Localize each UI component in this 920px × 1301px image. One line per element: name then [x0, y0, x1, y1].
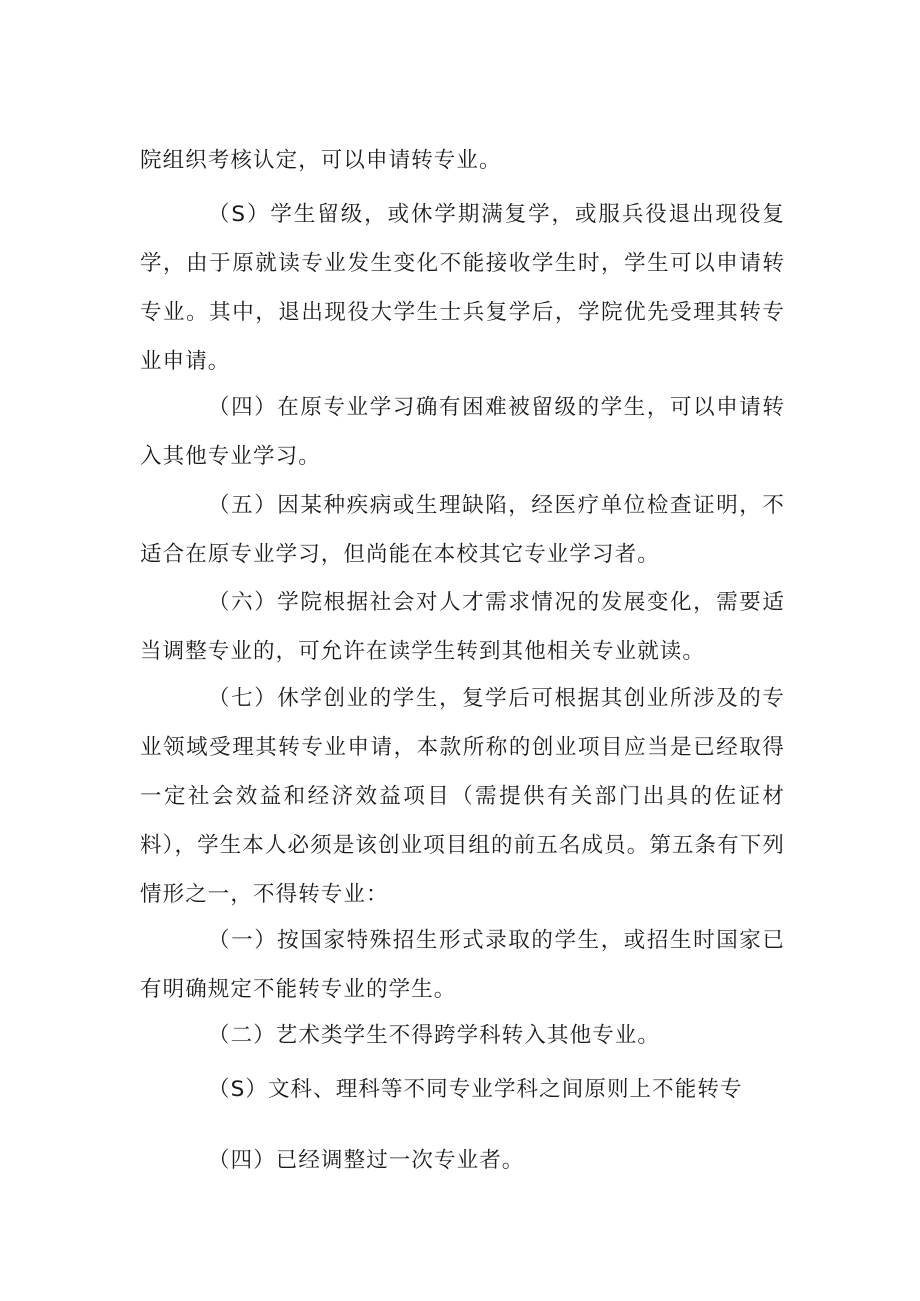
paragraph-restriction-3: （S）文科、理科等不同专业学科之间原则上不能转专	[208, 1077, 743, 1102]
paragraph-item-7-entrepreneurship: （七）休学创业的学生，复学后可根据其创业所涉及的专业领域受理其转专业申请，本款所称的创业项目应当是已经取得一定社会效益和经济效益项目（需提供有关部门出具的佐证材料），学生本人必须是该创业项目组的前五名成员。第五条有下列情形之一，不得转专业：	[140, 686, 785, 907]
paragraph-restriction-2: （二）艺术类学生不得跨学科转入其他专业。	[208, 1023, 661, 1048]
paragraph-item-6-adjustment: （六）学院根据社会对人才需求情况的发展变化，需要适当调整专业的，可允许在读学生转到其他相关专业就读。	[140, 590, 785, 664]
paragraph-item-5-illness: （五）因某种疾病或生理缺陷，经医疗单位检查证明，不适合在原专业学习，但尚能在本校其它专业学习者。	[140, 493, 785, 567]
paragraph-continuation: 院组织考核认定，可以申请转专业。	[140, 148, 502, 173]
paragraph-restriction-4: （四）已经调整过一次专业者。	[208, 1148, 525, 1173]
paragraph-item-3-readmission: （S）学生留级，或休学期满复学，或服兵役退出现役复学，由于原就读专业发生变化不能接收学生时，学生可以申请转专业。其中，退出现役大学生士兵复学后，学院优先受理其转专业申请。	[140, 202, 785, 374]
paragraph-item-4-repeat-grade: （四）在原专业学习确有困难被留级的学生，可以申请转入其他专业学习。	[140, 395, 785, 469]
paragraph-restriction-1: （一）按国家特殊招生形式录取的学生，或招生时国家已有明确规定不能转专业的学生。	[140, 928, 785, 1002]
